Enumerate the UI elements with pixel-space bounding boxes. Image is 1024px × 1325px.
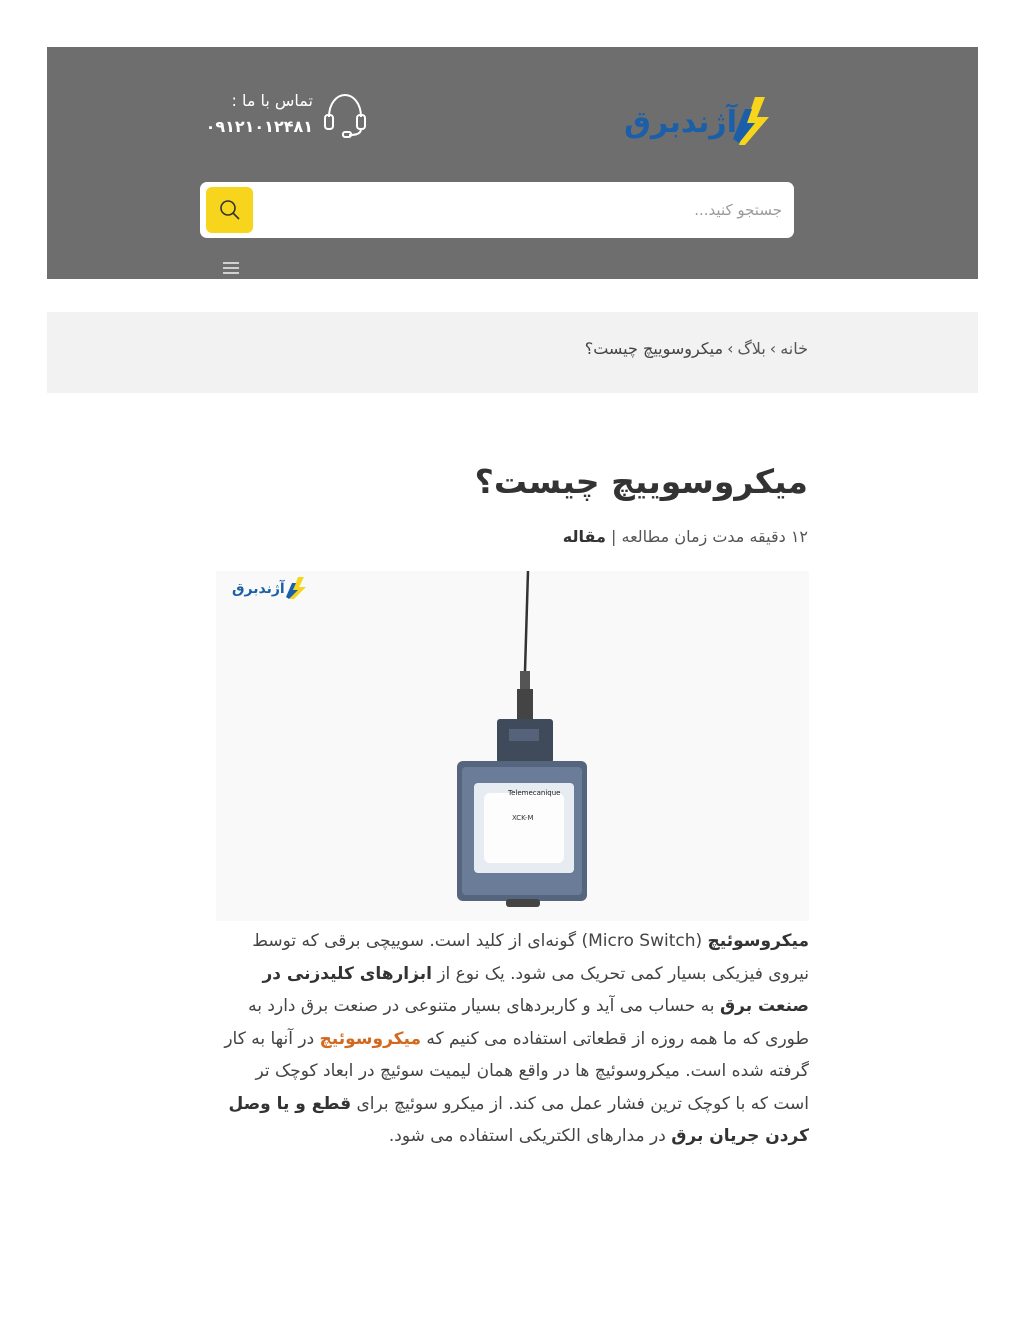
page-title: میکروسوییچ چیست؟ bbox=[474, 462, 808, 501]
breadcrumb-current: میکروسوییچ چیست؟ bbox=[584, 339, 724, 358]
device-model: XCK-M bbox=[512, 814, 534, 822]
paragraph-text: به حساب می آید و کاربردهای بسیار متنوعی در صنعت برق دارد به طوری که ما همه روزه از قطعاتی استفاده می کنیم که bbox=[248, 996, 809, 1049]
meta-divider: | bbox=[611, 527, 617, 546]
bold-term-switching-tools: ابزارهای کلیدزنی در صنعت برق bbox=[262, 963, 809, 1016]
bold-term-cut-connect: قطع و یا وصل کردن جریان برق bbox=[228, 1093, 809, 1146]
paragraph-text: در آنها به کار گرفته شده است. میکروسوئیچ ها در واقع همان لیمیت سوئیچ در ابعاد کوچک تر است که با کوچک ترین فشار عمل می کند. از میکرو سوئیچ برای bbox=[224, 1028, 809, 1114]
site-header bbox=[47, 47, 978, 279]
article-paragraph bbox=[216, 925, 809, 1153]
post-category[interactable]: مقاله bbox=[562, 527, 606, 546]
search-icon bbox=[219, 199, 241, 221]
breadcrumb bbox=[585, 339, 808, 358]
menu-toggle-icon[interactable] bbox=[223, 262, 239, 276]
bold-term-micro-switch: میکروسوئیچ bbox=[707, 931, 809, 951]
image-logo-text: آژندبرق bbox=[232, 581, 285, 597]
breadcrumb-separator: › bbox=[727, 339, 734, 358]
search-input[interactable] bbox=[262, 192, 782, 228]
contact-info[interactable] bbox=[205, 89, 367, 139]
featured-image bbox=[216, 571, 809, 921]
paragraph-text: در مدارهای الکتریکی استفاده می شود. bbox=[388, 1126, 672, 1146]
device-brand: Telemecanique bbox=[508, 789, 561, 797]
headset-icon bbox=[323, 91, 367, 139]
breadcrumb-blog[interactable]: بلاگ bbox=[737, 339, 766, 358]
search-button[interactable] bbox=[206, 187, 253, 233]
search-bar bbox=[200, 182, 794, 238]
breadcrumb-home[interactable]: خانه bbox=[780, 339, 808, 358]
logo-text: آژندبرق bbox=[624, 105, 737, 140]
breadcrumb-bar bbox=[47, 312, 978, 393]
breadcrumb-separator: › bbox=[769, 339, 777, 358]
post-meta bbox=[563, 527, 808, 546]
paragraph-text: (Micro Switch) گونه‌ای از کلید است. سوییچی برقی که توسط نیروی فیزیکی بسیار کمی تحریک می شود. یک نوع از bbox=[252, 931, 809, 984]
read-time: ۱۲ دقیقه مدت زمان مطالعه bbox=[621, 527, 808, 546]
micro-switch-link[interactable]: میکروسوئیچ bbox=[319, 1028, 421, 1049]
contact-label: تماس با ما : bbox=[231, 91, 313, 110]
site-logo[interactable] bbox=[607, 87, 777, 147]
micro-switch-photo bbox=[216, 571, 809, 921]
image-watermark-logo bbox=[228, 573, 308, 601]
article-body bbox=[216, 925, 809, 1153]
contact-phone[interactable]: ۰۹۱۲۱۰۱۲۴۸۱ bbox=[205, 117, 313, 136]
